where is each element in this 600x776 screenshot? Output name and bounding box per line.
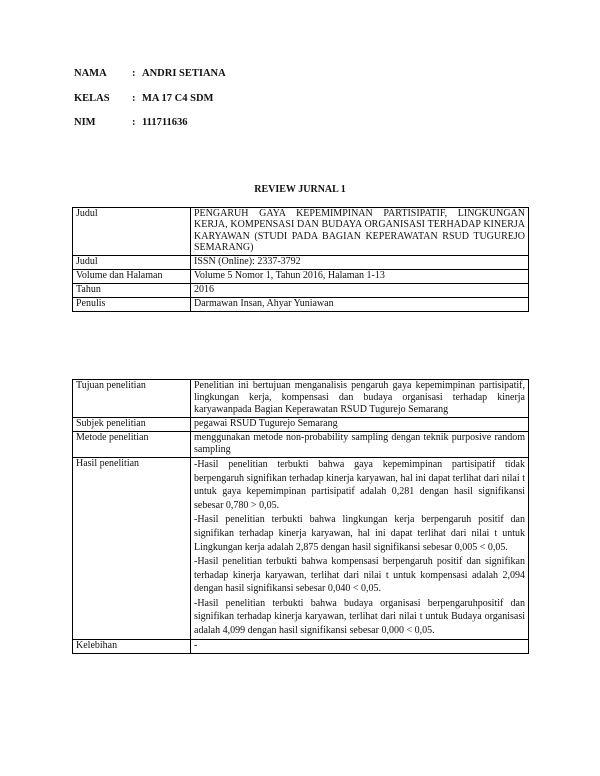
table-row <box>73 432 529 458</box>
identity-row-nim <box>74 117 226 129</box>
row-value: Penelitian ini bertujuan menganalisis pengaruh gaya kepemimpinan partisipatif, lingkungan kerja, kompensasi dan budaya organisasi terhadap kinerja karyawanpada Bagian Keperawatan RSUD Tugurejo Semarang <box>191 380 529 418</box>
table-row <box>73 458 529 640</box>
row-value: Darmawan Insan, Ahyar Yuniawan <box>191 297 529 311</box>
identity-value: ANDRI SETIANA <box>142 68 226 79</box>
row-value: 2016 <box>191 283 529 297</box>
row-value <box>191 458 529 640</box>
row-key: Penulis <box>73 297 191 311</box>
result-paragraph: -Hasil penelitian terbukti bahwa lingkungan kerja berpengaruh positif dan signifikan terhadap kinerja karyawan, hal ini dapat terlihat dari nilai t untuk Lingkungan kerja adalah 2,875 dengan hasil signifikansi sebesar 0,005 < 0,05. <box>194 514 525 553</box>
row-value: ISSN (Online): 2337-3792 <box>191 255 529 269</box>
identity-row-nama <box>74 68 226 80</box>
row-key: Subjek penelitian <box>73 418 191 432</box>
table-row <box>73 283 529 297</box>
identity-label: KELAS <box>74 92 110 104</box>
row-value: PENGARUH GAYA KEPEMIMPINAN PARTISIPATIF, LINGKUNGAN KERJA, KOMPENSASI DAN BUDAYA ORGANISASI TERHADAP KINERJA KARYAWAN (STUDI PADA BAGIAN KEPERAWATAN RSUD TUGUREJO SEMARANG) <box>191 208 529 256</box>
identity-value: 111711636 <box>142 117 188 129</box>
table-row <box>73 255 529 269</box>
row-key: Tahun <box>73 283 191 297</box>
row-key: Kelebihan <box>73 639 191 653</box>
result-paragraph: -Hasil penelitian terbukti bahwa kompensasi berpengaruh positif dan signifikan terhadap kinerja karyawan, terlihat dari nilai t untuk kompensasi adalah 2,094 dengan hasil signifikansi sebesar 0,040 < 0,05. <box>194 555 525 595</box>
table-row <box>73 269 529 283</box>
row-key: Tujuan penelitian <box>73 380 191 418</box>
table-row <box>73 380 529 418</box>
row-key: Judul <box>73 255 191 269</box>
row-key: Hasil penelitian <box>73 458 191 640</box>
identity-label: NIM <box>74 117 96 129</box>
student-identity <box>74 68 226 142</box>
row-value: pegawai RSUD Tugurejo Semarang <box>191 418 529 432</box>
review-detail-table <box>72 379 529 654</box>
table-row <box>73 639 529 653</box>
table-row <box>73 208 529 256</box>
row-value: Volume 5 Nomor 1, Tahun 2016, Halaman 1-13 <box>191 269 529 283</box>
identity-colon: : <box>132 117 136 129</box>
identity-colon: : <box>132 92 136 104</box>
review-title: REVIEW JURNAL 1 <box>254 184 346 195</box>
row-value: menggunakan metode non-probability sampling dengan teknik purposive random sampling <box>191 432 529 458</box>
journal-info-table <box>72 207 529 312</box>
result-paragraph: -Hasil penelitian terbukti bahwa budaya organisasi berpengaruhpositif dan signifikan terhadap kinerja karyawan, terlihat dari nilai t untuk Budaya organisasi adalah 4,099 dengan hasil signifikansi sebesar 0,000 < 0,05. <box>194 597 525 636</box>
result-paragraph: -Hasil penelitian terbukti bahwa gaya kepemimpinan partisipatif tidak berpengaruh signifikan terhadap kinerja karyawan, hal ini dapat terlihat dari nilai t untuk gaya kepemimpinan partisipatif adalah 0,281 dengan hasil signifikansi sebesar 0,780 > 0,05. <box>194 459 525 512</box>
identity-row-kelas <box>74 93 226 105</box>
table-row <box>73 297 529 311</box>
identity-label: NAMA <box>74 68 107 79</box>
row-key: Judul <box>73 208 191 256</box>
identity-colon: : <box>132 68 136 79</box>
row-key: Metode penelitian <box>73 432 191 458</box>
table-row <box>73 418 529 432</box>
identity-value: MA 17 C4 SDM <box>142 92 214 104</box>
row-value: - <box>191 639 529 653</box>
row-key: Volume dan Halaman <box>73 269 191 283</box>
